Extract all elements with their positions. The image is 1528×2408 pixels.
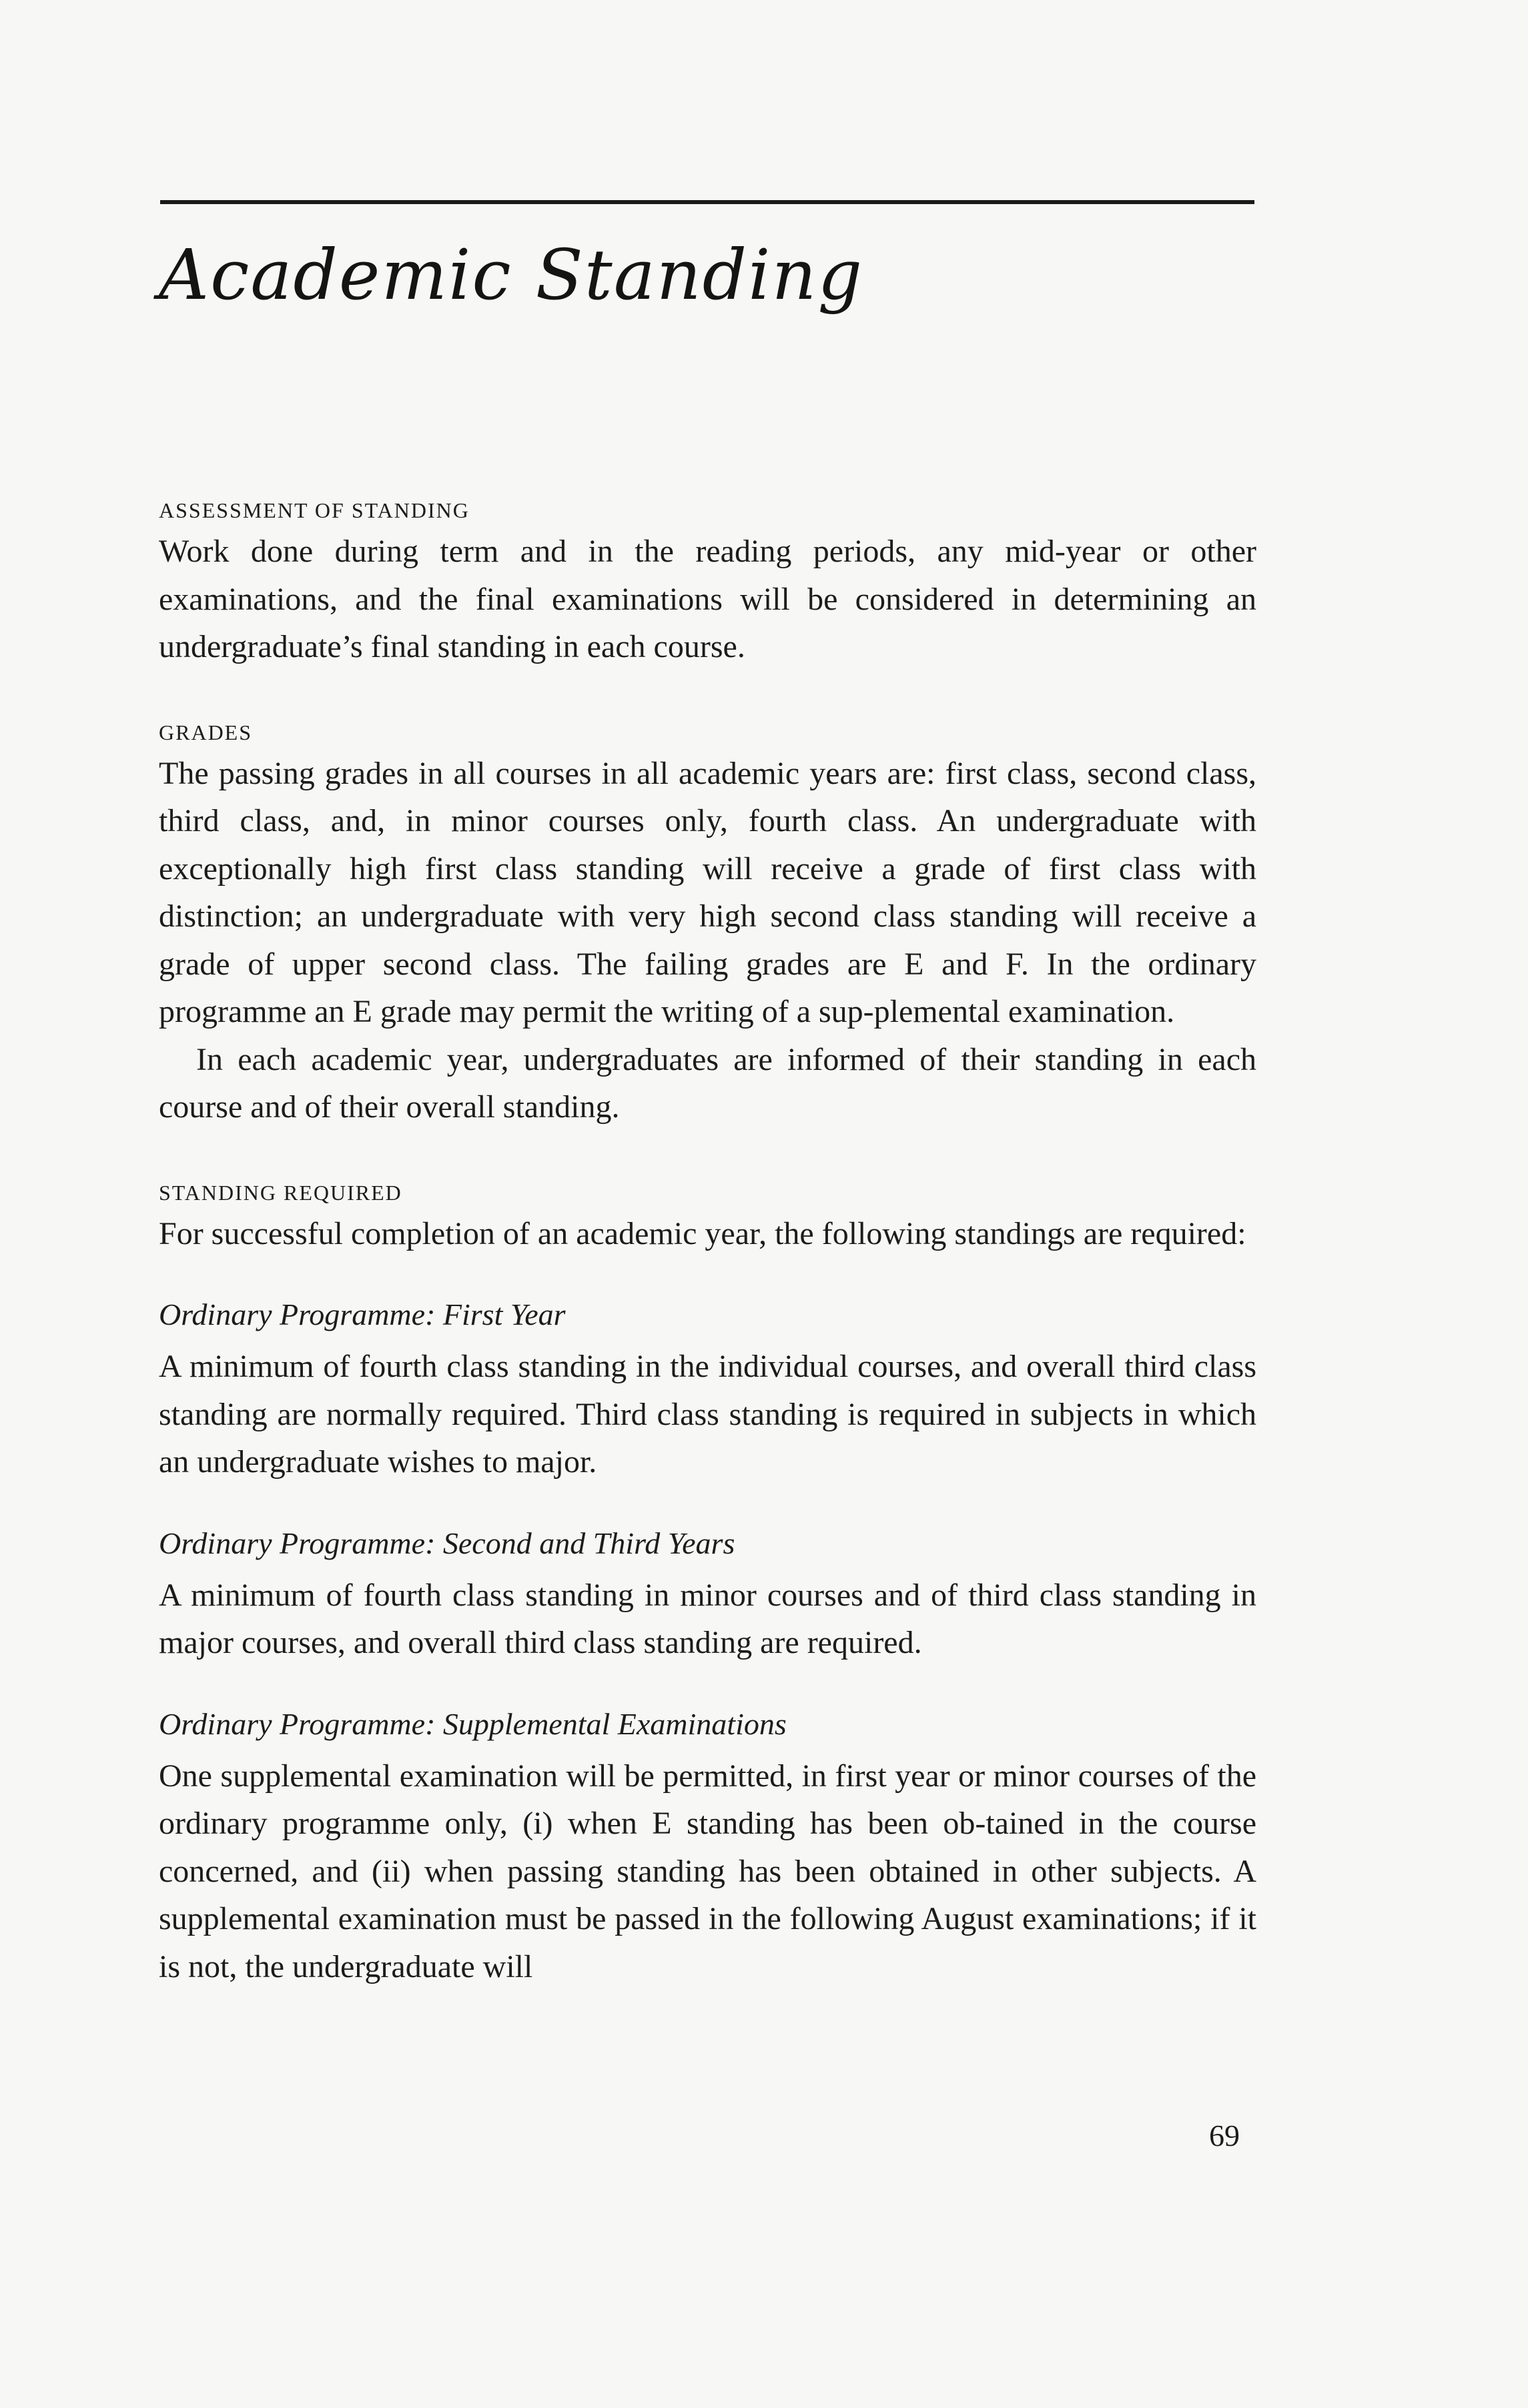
subsection-title: Ordinary Programme: Supplemental Examinations <box>159 1706 787 1741</box>
section-heading: GRADES <box>159 720 253 744</box>
section-standing-required <box>159 1179 1256 1991</box>
page-number: 69 <box>1209 2119 1240 2153</box>
section-assessment <box>159 497 1256 671</box>
section-heading: STANDING REQUIRED <box>159 1180 402 1205</box>
page-title: Academic Standing <box>159 234 864 316</box>
title-rule <box>160 200 1254 204</box>
paragraph: The passing grades in all courses in all academic years are: first class, second class, third class, and, in minor courses only, fourth class. An undergraduate with exceptionally high first class standing will receive a grade of first class with distinction; an undergraduate with very high second class standing will receive a grade of upper second class. The failing grades are E and F. In the ordinary programme an E grade may permit the writing of a sup-plemental examination. <box>159 755 1256 1029</box>
paragraph: Work done during term and in the reading periods, any mid-year or other examinations, and the final examinations will be considered in determining an undergraduate’s final standing in each course. <box>159 534 1256 664</box>
paragraph: A minimum of fourth class standing in minor courses and of third class standing in major courses, and overall third class standing are required. <box>159 1577 1256 1660</box>
paragraph: One supplemental examination will be permitted, in first year or minor courses of the ordinary programme only, (i) when E standing has been ob-tained in the course concerned, and (ii) when passing standing has been obtained in other subjects. A supplemental examination must be passed in the following August examinations; if it is not, the undergraduate will <box>159 1758 1256 1984</box>
subsection-title: Ordinary Programme: First Year <box>159 1297 566 1331</box>
paragraph: A minimum of fourth class standing in the individual courses, and overall third class standing are normally required. Third class standing is required in subjects in which an undergraduate wishes to major. <box>159 1349 1256 1479</box>
paragraph: In each academic year, undergraduates are informed of their standing in each course and of their overall standing. <box>159 1041 1256 1125</box>
paragraph: For successful completion of an academic year, the following standings are required: <box>159 1215 1246 1251</box>
subsection-title: Ordinary Programme: Second and Third Years <box>159 1526 735 1560</box>
section-heading: ASSESSMENT OF STANDING <box>159 498 470 522</box>
section-grades <box>159 719 1256 1131</box>
subsection-supplemental <box>159 1704 1256 1991</box>
subsection-first-year <box>159 1295 1256 1486</box>
page-body <box>159 497 1256 1990</box>
subsection-second-third-years <box>159 1524 1256 1667</box>
